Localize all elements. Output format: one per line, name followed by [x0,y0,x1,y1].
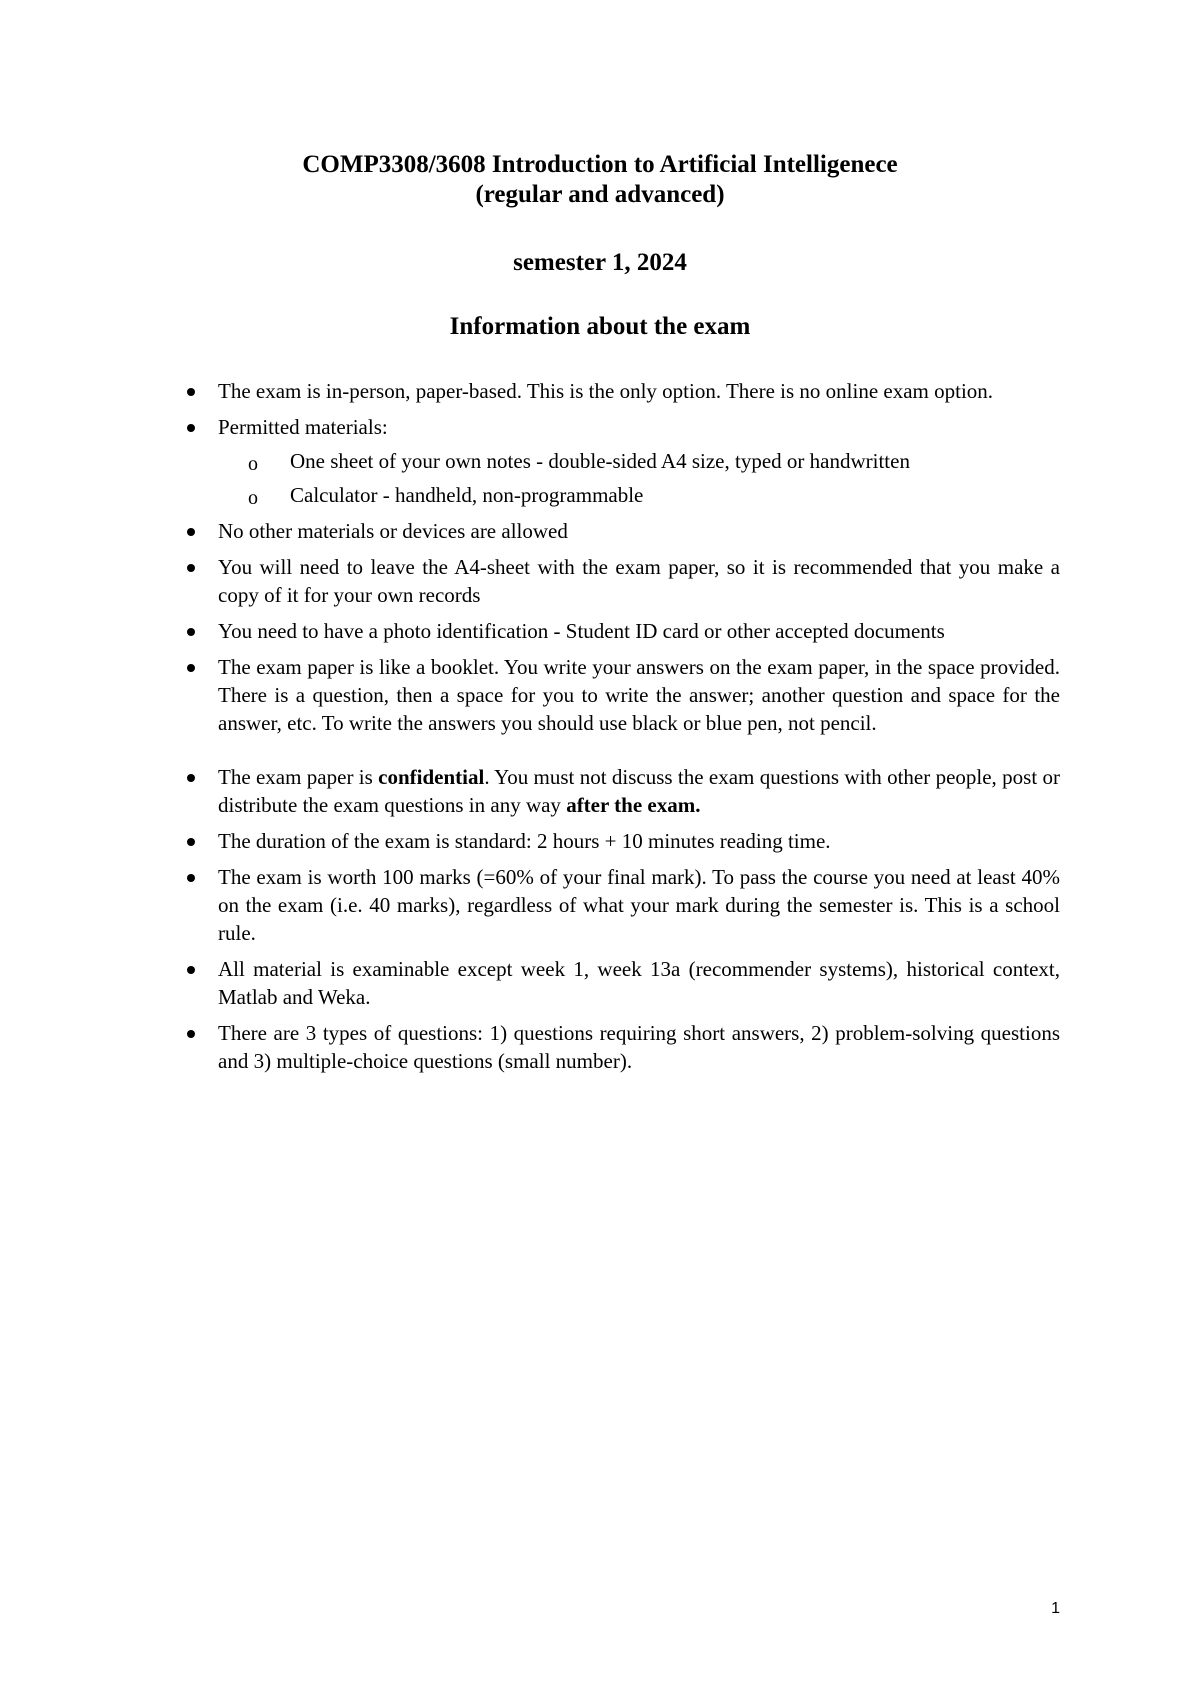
list-item-text [218,765,1060,817]
permitted-materials-list [218,447,1060,509]
confidential-body-text: . You must not discuss the exam questions with other people, post or distribute the exam questions in any way [218,765,1060,817]
bullet-icon [187,774,195,782]
list-item-text: You need to have a photo identification - Student ID card or other accepted documents [218,619,945,643]
sub-list-item [218,447,1060,475]
sub-list-item-text: One sheet of your own notes - double-sided A4 size, typed or handwritten [290,449,910,473]
list-item-text: All material is examinable except week 1, week 13a (recommender systems), historical context, Matlab and Weka. [218,957,1060,1009]
bullet-icon [187,664,195,672]
sub-list-item-text: Calculator - handheld, non-programmable [290,483,644,507]
bullet-icon [187,1030,195,1038]
list-item-text: The duration of the exam is standard: 2 hours + 10 minutes reading time. [218,829,831,853]
after-exam-emphasis: after the exam [566,793,696,817]
semester-heading: semester 1, 2024 [513,249,687,276]
bullet-icon [187,388,195,396]
list-item [218,377,1060,405]
list-item [218,413,1060,509]
course-title [0,150,1200,210]
sub-list-item [218,481,1060,509]
course-title-line-2: (regular and advanced) [475,181,725,208]
after-exam-period: . [695,793,701,817]
confidential-emphasis: confidential [378,765,485,789]
bullet-icon [187,528,195,536]
page-number: 1 [1051,1600,1060,1617]
list-item [218,517,1060,545]
circle-bullet-icon: o [248,487,258,509]
list-item-text: Permitted materials: [218,415,388,439]
list-item-text: No other materials or devices are allowed [218,519,568,543]
bullet-icon [187,564,195,572]
list-item-text: The exam is in-person, paper-based. This is the only option. There is no online exam option. [218,379,994,403]
list-item [218,955,1060,1011]
bullet-icon [187,628,195,636]
list-item [218,763,1060,819]
list-item [218,617,1060,645]
list-item-text: You will need to leave the A4-sheet with the exam paper, so it is recommended that you make a copy of it for your own records [218,555,1060,607]
list-item-text: The exam paper is like a booklet. You write your answers on the exam paper, in the space provided. There is a question, then a space for you to write the answer; another question and space for the answer, etc. To write the answers you should use black or blue pen, not pencil. [218,655,1060,735]
bullet-icon [187,874,195,882]
confidential-intro-text: The exam paper is [218,765,379,789]
list-item [218,863,1060,947]
list-item [218,553,1060,609]
list-item [218,1019,1060,1075]
circle-bullet-icon: o [248,453,258,475]
section-heading: Information about the exam [449,313,751,340]
course-title-line-1: COMP3308/3608 Introduction to Artificial Intelligenece [302,151,898,178]
bullet-icon [187,966,195,974]
exam-info-list [218,377,1060,1083]
list-item [218,653,1060,737]
bullet-icon [187,424,195,432]
list-item-text: The exam is worth 100 marks (=60% of your final mark). To pass the course you need at least 40% on the exam (i.e. 40 marks), regardless of what your mark during the semester is. This is a school rule. [218,865,1060,945]
bullet-icon [187,838,195,846]
list-item-text: There are 3 types of questions: 1) questions requiring short answers, 2) problem-solving questions and 3) multiple-choice questions (small number). [218,1021,1060,1073]
list-item [218,827,1060,855]
